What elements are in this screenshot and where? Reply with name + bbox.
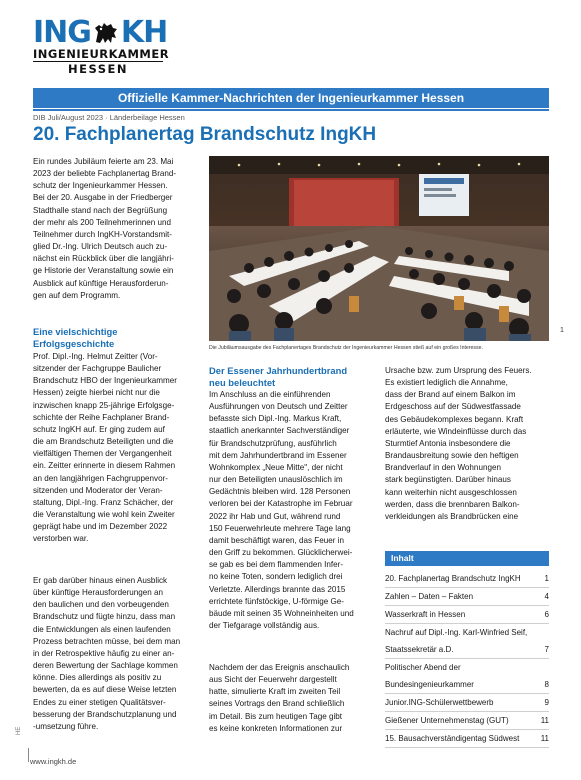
line: Gedächtnis bleiben wird. 128 Personen [209, 487, 351, 497]
line: -umsetzung führe. [33, 721, 99, 731]
column-3-body [385, 365, 553, 523]
line: gen auf dem Programm. [33, 290, 121, 300]
photo-caption: Die Jubiläumsausgabe des Fachplanertages Brandschutz der Ingenieurkammer Hessen stieß auf ein großes Interesse. [209, 345, 483, 351]
column-2-body-2 [209, 662, 379, 735]
line: geprägt habe und im Dezember 2022 [33, 522, 168, 532]
line: den baulichen und den vorbeugenden [33, 600, 169, 610]
issue-kicker: DIB Juli/August 2023 · Länderbeilage Hessen [33, 113, 185, 122]
line: besserung der Brandschutzplanung und [33, 709, 177, 719]
toc-heading: Inhalt [385, 551, 549, 566]
toc-title: 20. Fachplanertag Brandschutz IngKH [385, 574, 521, 583]
line: könne. Dies allerdings als positiv zu [33, 673, 162, 683]
logo-text-left: ING [33, 15, 91, 50]
line: Im Anschluss an die einführenden [209, 390, 331, 399]
toc-item[interactable] [385, 588, 549, 606]
line: Ursache bzw. zum Ursprung des Feuers. [385, 366, 532, 375]
toc-page: 6 [544, 610, 549, 619]
toc-page: 8 [544, 680, 549, 689]
line: die Entwicklungen als einen laufenden [33, 624, 171, 634]
line: ge Historie der Veranstaltung sowie ein [33, 266, 174, 276]
line: staatlich anerkannter Sachverständiger [209, 426, 350, 436]
logo-text-right: KH [120, 15, 168, 50]
line: Brandverlauf in den Wohnungen [385, 463, 501, 473]
toc-item[interactable] [385, 712, 549, 730]
line: Brandschutz HBO der Ingenieurkammer [33, 376, 177, 386]
line: Er gab darüber hinaus einen Ausblick [33, 576, 168, 585]
toc-item[interactable] [385, 606, 549, 624]
line: Verletzte. Allerdings brannte das 2015 [209, 584, 346, 594]
line: mit dem Jahrhundertbrand im Essener [209, 450, 347, 460]
line: Prof. Dipl.-Ing. Helmut Zeitter (Vor- [33, 352, 158, 361]
line: 150 Feuerwehrleute mehrere Tage lang [209, 523, 351, 533]
section-heading-1 [33, 326, 117, 350]
toc-title: Bundesingenieurkammer [385, 680, 474, 689]
line: Ausblick auf künftige Herausforderun- [33, 278, 169, 288]
line: Es existiert lediglich die Annahme, [385, 378, 508, 388]
line: Stadthalle stand nach der Begrüßung [33, 205, 168, 215]
page-number: 1 [560, 327, 564, 334]
line: Brandausbreitung sowie den heftigen [385, 451, 519, 461]
line: se gab es bei dem flammenden Infer- [209, 560, 344, 570]
toc-item[interactable] [385, 730, 549, 748]
line: errichtete fünfstöckige, U-förmige Ge- [209, 596, 344, 606]
line: staltung, Dipl.-Ing. Franz Schächer, der [33, 497, 174, 507]
line: über künftige Herausforderungen an [33, 588, 164, 598]
heading-line: Der Essener Jahrhundertbrand [209, 365, 348, 376]
section-banner: Offizielle Kammer-Nachrichten der Ingenieurkammer Hessen [33, 88, 549, 108]
line: nur den Beteiligten unauslöschlich im [209, 475, 343, 485]
article-title: 20. Fachplanertag Brandschutz IngKH [33, 124, 377, 145]
line: es keine konkreten Informationen zur [209, 723, 343, 733]
logo-line-2: HESSEN [67, 62, 128, 76]
side-region-code: HE [16, 726, 22, 735]
line: schutz IngKH auf. Er ging zudem auf [33, 424, 165, 434]
line: Ein rundes Jubiläum feierte am 23. Mai [33, 157, 174, 166]
toc-page [535, 627, 549, 638]
line: sitzender der Fachgruppe Baulicher [33, 364, 162, 374]
toc-title: Nachruf auf Dipl.-Ing. Karl-Winfried Seif, [385, 628, 528, 637]
toc-item[interactable] [385, 694, 549, 712]
lion-emblem-icon [92, 20, 120, 46]
toc-page: 11 [540, 734, 549, 743]
toc-title: Staatssekretär a.D. [385, 645, 454, 654]
line: an den langjährigen Fachgruppenvor- [33, 473, 168, 483]
line: Ausführungen von Deutsch und Zeitter [209, 402, 348, 412]
line: Erdgeschoss auf der Südwestfassade [385, 402, 521, 412]
line: werden, dass die brennbaren Balkon- [385, 499, 520, 509]
line: Nachdem der das Ereignis anschaulich [209, 663, 350, 672]
line: Endes zu einer stetigen Qualitätsver- [33, 697, 166, 707]
line: schutz der Ingenieurkammer Hessen. [33, 181, 168, 191]
line: 2022 ihr Hab und Gut, während rund [209, 511, 341, 521]
line: damit beschäftigt waren, das Feuer in [209, 535, 344, 545]
line: deren Bewertung der Sachlage kommen [33, 661, 178, 671]
line: erläuterte, wie Windeinflüsse durch das [385, 426, 527, 436]
column-1-body [33, 351, 203, 546]
toc-title: Politischer Abend der [385, 663, 461, 672]
line: der mehr als 200 Teilnehmerinnen und [33, 217, 171, 227]
line: dass der Brand auf einem Balkon im [385, 390, 516, 400]
toc-item[interactable] [385, 641, 549, 659]
toc-page: 7 [544, 645, 549, 654]
toc-title: Wasserkraft in Hessen [385, 610, 466, 619]
line: Prozess betrachten müsse, bei dem man [33, 636, 181, 646]
line: die am Brandschutz Beteiligten und die [33, 437, 174, 447]
toc-page [535, 662, 549, 673]
footer-url[interactable]: www.ingkh.de [30, 757, 77, 766]
line: aus Sicht der Feuerwehr dargestellt [209, 675, 337, 685]
toc-title: 15. Bausachverständigentag Südwest [385, 734, 520, 743]
line: glied Dr.-Ing. Ulrich Deutsch auch zu- [33, 242, 168, 252]
line: befasste sich Dipl.-Ing. Markus Kraft, [209, 414, 342, 424]
toc-page: 1 [544, 574, 549, 583]
line: vielfältigen Themen der Vergangenheit [33, 449, 172, 459]
line: des Gebäudekomplexes begann. Kraft [385, 414, 524, 424]
toc-page: 9 [544, 698, 549, 707]
line: Brandschutz und fügte hinzu, dass man [33, 612, 176, 622]
line: in der Retrospektive häufig zu einer an- [33, 648, 175, 658]
line: 2023 der beliebte Fachplanertag Brand- [33, 169, 177, 179]
line: stark begünstigten. Darüber hinaus [385, 475, 511, 485]
toc-item[interactable] [385, 570, 549, 588]
line: die Veranstaltung wie wohl kein Zweiter [33, 510, 175, 520]
line: den Griff zu bekommen. Glücklicherwei- [209, 548, 353, 558]
toc-title: Junior.ING-Schülerwettbewerb [385, 698, 494, 707]
heading-line: Erfolgsgeschichte [33, 338, 115, 349]
line: für Brandschutzprüfung, ausführlich [209, 438, 337, 448]
line: Sturmtief Antonia insbesondere die [385, 438, 511, 448]
line: hatte, simulierte Kraft im zweiten Teil [209, 687, 341, 697]
logo-line-1: INGENIEURKAMMER [33, 47, 170, 61]
toc-item[interactable] [385, 659, 549, 676]
line: bewerten, da es auf diese Weise letzten [33, 685, 177, 695]
toc-item[interactable] [385, 624, 549, 641]
line: bäude mit seinen 35 Wohneinheiten und [209, 608, 354, 618]
toc-title: Zahlen – Daten – Fakten [385, 592, 474, 601]
line: sitzenden und Moderator der Veran- [33, 485, 163, 495]
column-2-body [209, 389, 379, 632]
section-heading-2 [209, 365, 347, 389]
column-1-intro [33, 156, 203, 302]
banner-divider [33, 109, 549, 111]
toc-title: Gießener Unternehmenstag (GUT) [385, 716, 509, 725]
line: inzwischen knapp 25-jährige Erfolgsge- [33, 400, 175, 410]
line: im Detail. Bis zum heutigen Tage gibt [209, 711, 343, 721]
line: ein. Zeitter erinnerte in diesem Rahmen [33, 461, 176, 471]
line: Hessen) zeigte hierbei nicht nur die [33, 388, 160, 398]
logo-wordmark [33, 15, 173, 50]
toc-page: 4 [544, 592, 549, 601]
line: seines Vortrags den Brand schließlich [209, 699, 345, 709]
ingkh-logo [33, 15, 173, 76]
line: der Tiefgarage vollständig aus. [209, 620, 320, 630]
line: verkleidungen als Brandbrücken eine [385, 511, 519, 521]
line: verloren bei der Katastrophe im Februar [209, 499, 353, 509]
line: Bei der 20. Ausgabe in der Friedberger [33, 193, 173, 203]
line: nächst ein Rückblick über die langjähri- [33, 254, 174, 264]
heading-line: Eine vielschichtige [33, 326, 118, 337]
line: schichte der Reihe Fachplaner Brand- [33, 412, 170, 422]
heading-line: neu beleuchtet [209, 377, 276, 388]
line: Wohnkomplex „Neue Mitte", der nicht [209, 462, 343, 472]
footer-divider [28, 748, 29, 762]
line: Teilnehmer durch IngKH-Vorstandsmit- [33, 229, 172, 239]
table-of-contents [385, 570, 549, 748]
line: kann weiterhin nicht ausgeschlossen [385, 487, 517, 497]
line: no keine Toten, sondern lediglich drei [209, 572, 343, 582]
toc-item[interactable] [385, 676, 549, 694]
toc-page: 11 [540, 716, 549, 725]
conference-photo [209, 156, 549, 341]
line: verstorben war. [33, 534, 89, 544]
column-1-body-2 [33, 575, 203, 733]
